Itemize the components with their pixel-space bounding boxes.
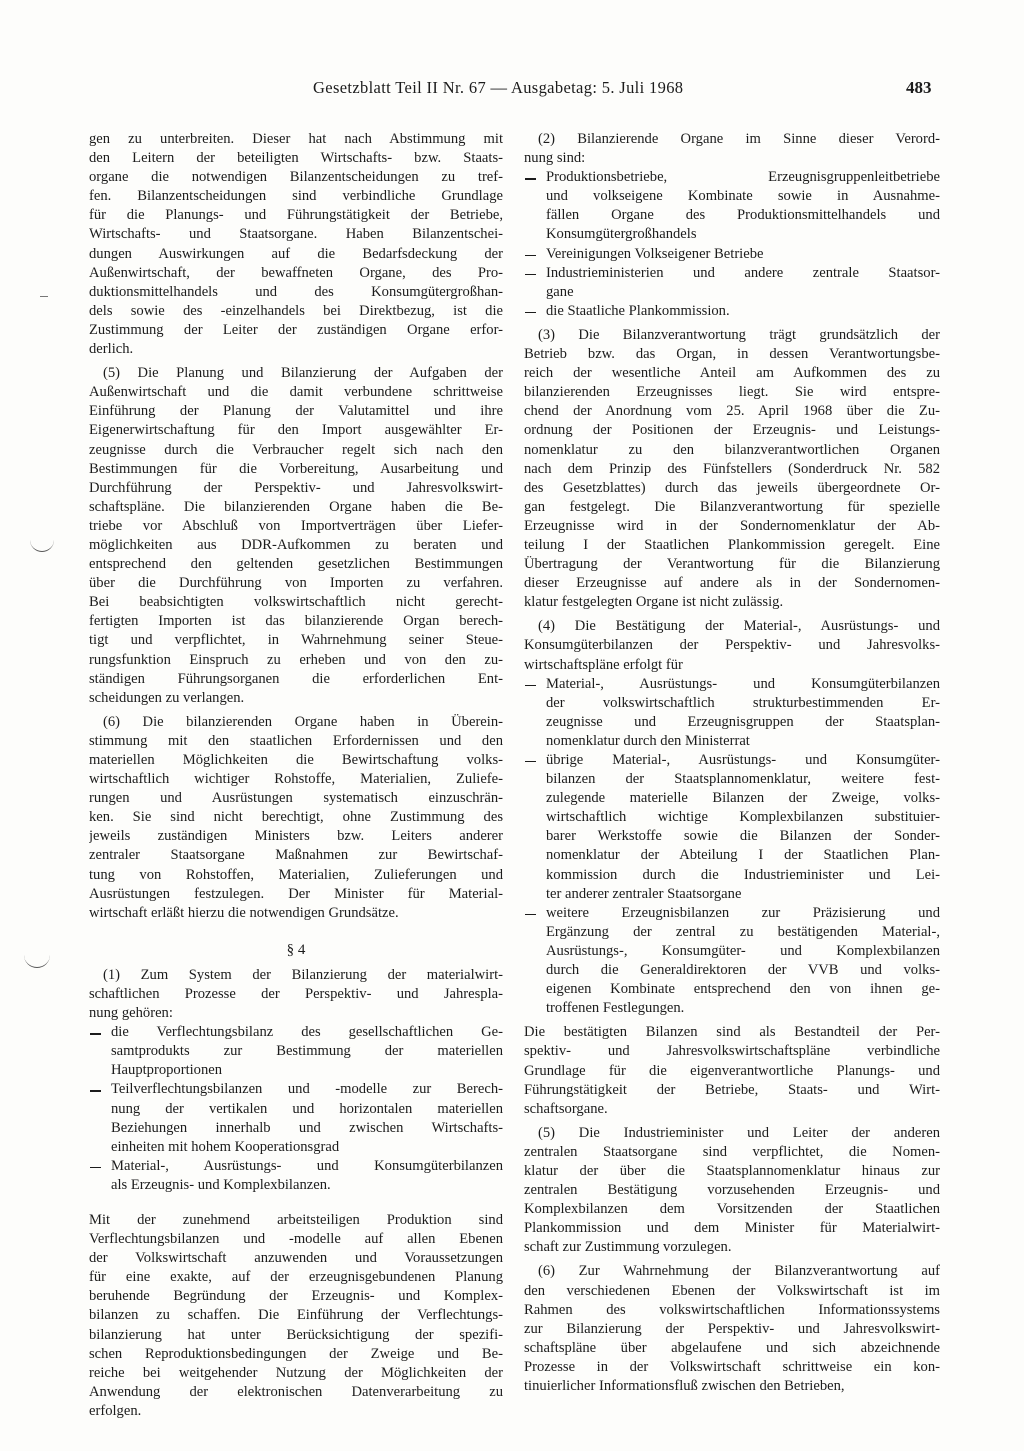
text-line: gane xyxy=(546,283,574,300)
text-line: über die Durchführung von Importen zu verfahren. xyxy=(89,575,503,592)
text-line: als Erzeugnis- und Komplexbilanzen. xyxy=(111,1176,331,1193)
list-item xyxy=(524,245,940,264)
left-column xyxy=(89,130,503,1421)
paragraph-5 xyxy=(89,364,503,708)
section-4-paragraph-1 xyxy=(89,966,503,1023)
text-line: Material-, Ausrüstungs- und Konsumgüterbilanzen xyxy=(111,1157,503,1174)
dash-bullet-icon xyxy=(89,1080,103,1099)
paragraph-6 xyxy=(89,713,503,923)
paragraph-6-right xyxy=(524,1262,940,1396)
text-line: erfolgen. xyxy=(89,1402,142,1419)
text-line: tinuierlicher Informationsfluß zwischen den Betrieben, xyxy=(524,1378,845,1394)
text-line: (5) Die Industrieminister und Leiter der anderen xyxy=(538,1124,940,1141)
margin-mark xyxy=(24,955,50,968)
text-line: derlich. xyxy=(89,341,134,358)
text-line: (6) Die bilanzierenden Organe haben in Überein- xyxy=(103,713,503,730)
text-line: zeugnisse durch die Verbraucher regelt sich nach den xyxy=(89,441,503,458)
text-line: nomenklatur durch den Ministerrat xyxy=(546,732,750,749)
text-line: eigenen Kombinate entsprechend den von ihnen ge- xyxy=(546,981,940,998)
text-line: (4) Die Bestätigung der Material-, Ausrüstungs- und xyxy=(538,618,940,635)
dash-bullet-icon xyxy=(524,751,538,770)
margin-mark xyxy=(30,537,54,552)
paragraph-5-right xyxy=(524,1124,940,1258)
text-line: der Volkswirtschaft anzuwenden und Voraussetzungen xyxy=(89,1250,503,1267)
text-line: entsprechend den geltenden gesetzlichen Bestimmungen xyxy=(89,556,503,573)
text-line: materiellen Möglichkeiten die Bewirtschaftung volks- xyxy=(89,752,503,768)
text-line: nomenklatur zu den bilanzverantwortlichen Organen xyxy=(524,441,940,458)
dash-bullet-icon xyxy=(524,675,538,694)
list-item xyxy=(524,264,940,302)
text-line: schen Reproduktionsbedingungen der Zweige und Be- xyxy=(89,1345,503,1362)
list-item xyxy=(524,675,940,751)
text-line: (6) Zur Wahrnehmung der Bilanzverantwortung auf xyxy=(538,1263,940,1280)
text-line: Vereinigungen Volkseigener Betriebe xyxy=(546,245,764,262)
text-line: Industrieministerien und andere zentrale Staatsor- xyxy=(546,264,940,281)
text-line: für eine exakte, auf der erzeugnisgebundenen Planung xyxy=(89,1269,503,1286)
text-line: möglichkeiten aus DDR-Aufkommen zu beraten und xyxy=(89,536,503,553)
paragraph-3 xyxy=(524,326,940,612)
page-header xyxy=(0,78,1024,102)
paragraph-4-intro xyxy=(524,617,940,674)
page-number: 483 xyxy=(906,78,932,97)
text-line: Produktionsbetriebe, Erzeugnisgruppenleitbetriebe xyxy=(546,169,940,186)
text-line: Konsumgüterbilanzen der Perspektiv- und Jahresvolks- xyxy=(524,637,940,654)
text-line: Teilverflechtungsbilanzen und -modelle zur Berech- xyxy=(111,1081,503,1098)
text-line: troffenen Festlegungen. xyxy=(546,1000,685,1017)
text-line: nung gehören: xyxy=(89,1005,173,1022)
text-line: schaft zur Zustimmung vorzulegen. xyxy=(524,1239,732,1256)
text-line: Ausrüstungs-, Konsumgüter- und Komplexbilanzen xyxy=(546,942,940,959)
text-line: zulegende materielle Bilanzen der Zweige, volks- xyxy=(546,790,940,807)
text-line: des Gesetzblattes) durch das jeweils übergeordnete Or- xyxy=(524,479,940,496)
text-line: Übertragung der Verantwortung für die Bilanzierung xyxy=(524,556,940,573)
text-line: barer Werkstoffe sowie die Bilanzen der Sonder- xyxy=(546,828,940,845)
text-line: bilanzen der Staatsplannomenklatur, weitere fest- xyxy=(546,771,940,788)
paragraph-4-outro xyxy=(524,1023,940,1118)
text-line: rungen und Ausrüstungen systematisch einzuschrän- xyxy=(89,790,503,807)
list-item xyxy=(524,904,940,1019)
text-line: bilanzen zu schaffen. Die Einführung der Verflechtungs- xyxy=(89,1307,503,1324)
text-line: Rahmen des volkswirtschaftlichen Informationssystems xyxy=(524,1301,940,1318)
list-item xyxy=(524,168,940,244)
dash-bullet-icon xyxy=(89,1157,103,1176)
text-line: Bei beabsichtigten volkswirtschaftlich nicht gerecht- xyxy=(89,594,503,611)
text-line: klatur der über die Staatsplannomenklatur hinaus zur xyxy=(524,1162,940,1179)
text-line: Durchführung der Perspektiv- und Jahresvolkswirt- xyxy=(89,479,503,496)
paragraph-2-list xyxy=(524,168,940,321)
list-item xyxy=(89,1023,503,1080)
text-line: dieser Erzeugnisse auf andere als in der Sondernomen- xyxy=(524,575,940,592)
paragraph-4-list xyxy=(524,675,940,1019)
list-item xyxy=(524,302,940,321)
text-line: zeugnisse und Erzeugnisgruppen der Staatsplan- xyxy=(546,713,940,730)
text-line: bilanzierung hat unter Berücksichtigung der spezifi- xyxy=(89,1326,503,1343)
text-line: kommission durch die Industrieminister und Lei- xyxy=(546,866,940,883)
section-heading: § 4 xyxy=(286,941,306,958)
text-line: der volkswirtschaftlich strukturbestimmenden Er- xyxy=(546,694,940,711)
text-line: und volkseigene Kombinate sowie in Ausnahme- xyxy=(546,188,940,205)
text-line: nung der vertikalen und horizontalen materiellen xyxy=(111,1100,503,1117)
text-line: Führungstätigkeit der Betriebe, Staats- und Wirt- xyxy=(524,1081,940,1098)
text-line: übrige Material-, Ausrüstungs- und Konsumgüter- xyxy=(546,752,940,768)
text-line: reich der wesentliche Anteil am Aufkommen des zu xyxy=(524,365,940,382)
text-line: Ergänzung der zentral zu bestätigenden Material-, xyxy=(546,923,940,940)
text-line: Grundlage für die eigenverantwortliche Planungs- und xyxy=(524,1062,940,1079)
header-title: Gesetzblatt Teil II Nr. 67 — Ausgabetag: 5. Juli 1968 xyxy=(313,78,684,97)
dash-bullet-icon xyxy=(89,1023,103,1042)
right-column xyxy=(524,130,940,1396)
text-line: schaftsorgane. xyxy=(524,1100,608,1117)
text-line: gan festgelegt. Die Bilanzverantwortung für spezielle xyxy=(524,498,940,515)
text-line: Bestimmungen für die Vorbereitung, Ausarbeitung und xyxy=(89,460,503,477)
text-line: nomenklatur der Abteilung I der Staatlichen Plan- xyxy=(546,847,940,864)
text-line: Die bestätigten Bilanzen sind als Bestandteil der Per- xyxy=(524,1024,940,1041)
text-line: Material-, Ausrüstungs- und Konsumgüterbilanzen xyxy=(546,675,940,692)
text-line: dungen Auswirkungen auf die Bedarfsdeckung der xyxy=(89,245,503,262)
text-line: Wirtschafts- und Staatsorgane. Haben Bilanzentschei- xyxy=(89,226,503,243)
text-line: Verflechtungsbilanzen und -modelle auf allen Ebenen xyxy=(89,1231,503,1248)
text-line: ständigen Führungsorganen die erforderlichen Ent- xyxy=(89,670,503,687)
text-line: dels sowie des -einzelhandels bei Direktbezug, ist die xyxy=(89,302,503,319)
text-line: wirtschaftspläne erfolgt für xyxy=(524,656,683,673)
list-item xyxy=(89,1157,503,1195)
text-line: schaftspläne über abgelaufene und sich abzeichnende xyxy=(524,1339,940,1356)
text-line: Komplexbilanzen dem Vorsitzenden der Staatlichen xyxy=(524,1201,940,1218)
text-line: spektiv- und Jahresvolkswirtschaftspläne verbindliche xyxy=(524,1043,940,1060)
text-line: (5) Die Planung und Bilanzierung der Aufgaben der xyxy=(103,365,503,382)
text-line: ter anderer zentraler Staatsorgane xyxy=(546,885,742,902)
dash-bullet-icon xyxy=(524,302,538,321)
text-line: Konsumgütergroßhandels xyxy=(546,226,697,243)
text-line: Ausrüstungen festzulegen. Der Minister für Material- xyxy=(89,885,503,902)
dash-bullet-icon xyxy=(524,168,538,187)
text-line: die Verflechtungsbilanz des gesellschaftlichen Ge- xyxy=(111,1024,503,1041)
text-line: Erzeugnisse wird in der Sondernomenklatur der Ab- xyxy=(524,517,940,534)
text-line: (1) Zum System der Bilanzierung der materialwirt- xyxy=(103,966,503,983)
text-line: rungsfunktion Einspruch zu erheben und von den zu- xyxy=(89,651,503,668)
text-line: Mit der zunehmend arbeitsteiligen Produktion sind xyxy=(89,1211,503,1228)
text-line: (2) Bilanzierende Organe im Sinne dieser Verord- xyxy=(538,131,940,147)
text-line: Eigenerwirtschaftung für den Import ausgewählter Er- xyxy=(89,422,503,439)
text-line: zentraler Staatsorgane Maßnahmen zur Bewirtschaf- xyxy=(89,847,503,864)
text-line: reiche bei weitgehender Nutzung der Möglichkeiten der xyxy=(89,1364,503,1381)
text-line: den Leitern der beteiligten Wirtschafts- bzw. Staats- xyxy=(89,150,503,167)
text-line: fen. Bilanzentscheidungen sind verbindliche Grundlage xyxy=(89,188,503,205)
text-line: teilung I der Staatlichen Plankommission geregelt. Eine xyxy=(524,536,940,553)
text-line: nung sind: xyxy=(524,150,586,167)
text-line: gen zu unterbreiten. Dieser hat nach Abstimmung mit xyxy=(89,131,503,147)
text-line: einheiten mit hohem Kooperationsgrad xyxy=(111,1138,340,1155)
text-line: Außenwirtschaft, der bewaffneten Organe, des Pro- xyxy=(89,264,503,281)
text-line: zur Bilanzierung der Perspektiv- und Jahresvolkswirt- xyxy=(524,1320,940,1337)
margin-tick xyxy=(40,296,48,297)
text-line: scheidungen zu verlangen. xyxy=(89,689,245,706)
text-line: ordnung der Positionen der Erzeugnis- und Leistungs- xyxy=(524,422,940,439)
text-line: Betrieb bzw. das Organ, in dessen Verantwortungsbe- xyxy=(524,346,940,363)
section-4-list xyxy=(89,1023,503,1195)
text-line: Hauptproportionen xyxy=(111,1062,223,1079)
text-line: beruhende Begründung der Erzeugnis- und Komplex- xyxy=(89,1288,503,1305)
text-line: schaftlichen Prozesse der Perspektiv- und Jahrespla- xyxy=(89,985,503,1002)
text-line: wirtschaftlich wichtiger Rohstoffe, Materialien, Zuliefe- xyxy=(89,771,503,788)
dash-bullet-icon xyxy=(524,264,538,283)
text-line: wirtschaftlich wichtige Komplexbilanzen substituier- xyxy=(546,809,940,826)
text-line: Plankommission und dem Minister für Materialwirt- xyxy=(524,1220,940,1237)
paragraph-continuation xyxy=(89,130,503,359)
text-line: Beziehungen innerhalb und zwischen Wirtschafts- xyxy=(111,1119,503,1136)
text-line: Außenwirtschaft und die damit verbundene schrittweise xyxy=(89,384,503,401)
text-line: für die Planungs- und Führungstätigkeit der Betriebe, xyxy=(89,207,503,224)
list-item xyxy=(524,751,940,904)
dash-bullet-icon xyxy=(524,904,538,923)
text-line: schaftspläne. Die bilanzierenden Organe haben die Be- xyxy=(89,498,503,515)
text-line: jeweils zuständigen Ministers bzw. Leiters anderer xyxy=(89,828,503,845)
text-line: chend der Anordnung vom 25. April 1968 über die Zu- xyxy=(524,403,940,420)
text-line: triebe vor Abschluß von Importverträgen über Liefer- xyxy=(89,517,503,534)
text-line: Prozesse in der Volkswirtschaft schrittweise ein kon- xyxy=(524,1358,940,1375)
text-line: fällen Organe des Produktionsmittelhandels und xyxy=(546,207,940,224)
text-line: tung von Rohstoffen, Materialien, Zulieferungen und xyxy=(89,866,503,883)
text-line: zentralen Staatsorgane sind verpflichtet, die Nomen- xyxy=(524,1143,940,1160)
list-item xyxy=(89,1080,503,1156)
text-line: tigt und verpflichtet, in Wahrnehmung seiner Steue- xyxy=(89,632,503,649)
text-line: zentralen Bestätigung vorzusehenden Erzeugnis- und xyxy=(524,1182,940,1199)
section-4-paragraph-2 xyxy=(89,1211,503,1421)
text-line: die Staatliche Plankommission. xyxy=(546,302,730,319)
text-line: stimmung mit den staatlichen Erfordernissen und den xyxy=(89,732,503,749)
text-line: bilanzierenden Erzeugnisses liegt. Sie wird entspre- xyxy=(524,384,940,401)
text-line: nach dem Prinzip des Fünfstellers (Sonderdruck Nr. 582 xyxy=(524,460,940,477)
text-line: ken. Sie sind nicht berechtigt, ohne Zustimmung des xyxy=(89,809,503,826)
text-line: Zustimmung der Leiter der zuständigen Organe erfor- xyxy=(89,321,503,338)
text-line: duktionsmittelhandels und des Konsumgütergroßhan- xyxy=(89,283,503,300)
text-line: Einführung der Planung der Valutamittel und ihre xyxy=(89,403,503,420)
text-line: organe die notwendigen Bilanzentscheidungen zu tref- xyxy=(89,169,503,186)
dash-bullet-icon xyxy=(524,245,538,264)
text-line: Anwendung der elektronischen Datenverarbeitung zu xyxy=(89,1383,503,1400)
text-line: klatur festgelegten Organe ist nicht zulässig. xyxy=(524,594,784,611)
text-line: weitere Erzeugnisbilanzen zur Präzisierung und xyxy=(546,904,940,921)
text-line: (3) Die Bilanzverantwortung trägt grundsätzlich der xyxy=(538,326,940,343)
paragraph-2-intro xyxy=(524,130,940,168)
text-line: den verschiedenen Ebenen der Volkswirtschaft ist im xyxy=(524,1282,940,1299)
text-line: durch die Generaldirektoren der VVB und volks- xyxy=(546,962,940,979)
text-line: fertigten Importen ist das bilanzierende Organ berech- xyxy=(89,613,503,630)
text-line: wirtschaft erläßt hierzu die notwendigen Grundsätze. xyxy=(89,904,399,921)
text-line: samtprodukts zur Bestimmung der materiellen xyxy=(111,1043,503,1060)
